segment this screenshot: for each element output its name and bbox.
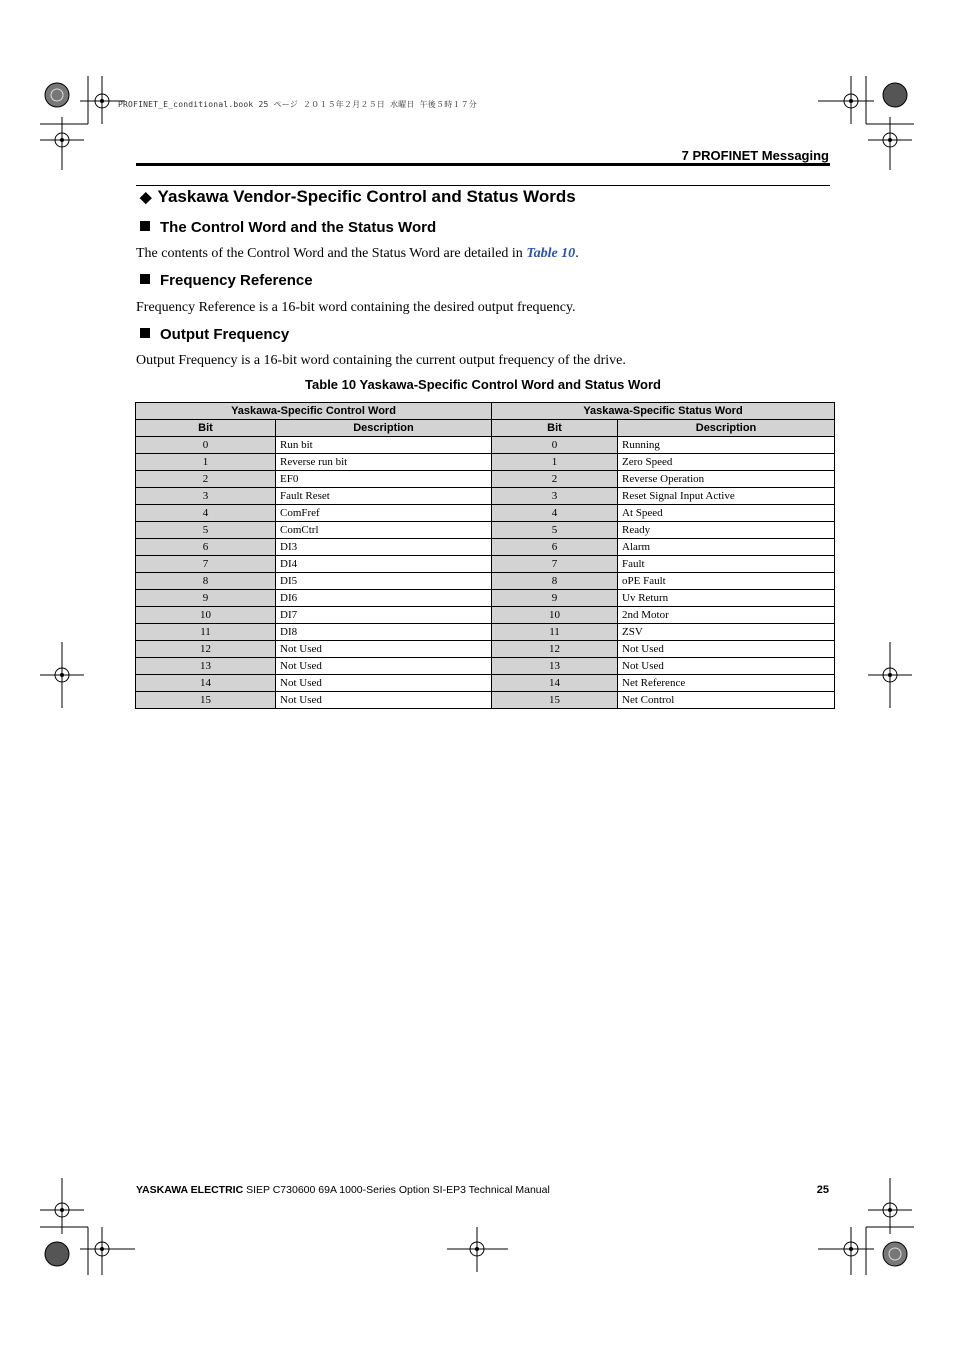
table-caption: Table 10 Yaskawa-Specific Control Word and Status Word	[305, 377, 661, 392]
control-bit-cell: 11	[136, 624, 276, 641]
status-description-cell: Not Used	[618, 641, 835, 658]
status-bit-cell: 13	[492, 658, 618, 675]
table-row	[136, 454, 835, 471]
table-row	[136, 675, 835, 692]
footer-doc-title: SIEP C730600 69A 1000-Series Option SI-EP3 Technical Manual	[243, 1184, 550, 1196]
status-bit-cell: 0	[492, 437, 618, 454]
control-description-cell: Not Used	[276, 692, 492, 709]
print-info: PROFINET_E_conditional.book 25 ページ ２０１５年２月２５日 水曜日 午後５時１７分	[118, 100, 477, 109]
control-description-cell: DI5	[276, 573, 492, 590]
control-bit-cell: 9	[136, 590, 276, 607]
column-header: Bit	[136, 420, 276, 437]
control-bit-cell: 13	[136, 658, 276, 675]
table-row	[136, 539, 835, 556]
running-head: 7 PROFINET Messaging	[681, 148, 829, 163]
page-number: 25	[816, 1184, 829, 1196]
table-row	[136, 607, 835, 624]
table-10-link[interactable]: Table 10	[526, 246, 576, 261]
control-description-cell: DI7	[276, 607, 492, 624]
status-bit-cell: 7	[492, 556, 618, 573]
status-description-cell: Running	[618, 437, 835, 454]
control-description-cell: ComFref	[276, 505, 492, 522]
section-title: ◆ Yaskawa Vendor-Specific Control and Status Words	[140, 187, 576, 206]
status-description-cell: oPE Fault	[618, 573, 835, 590]
control-bit-cell: 7	[136, 556, 276, 573]
status-bit-cell: 12	[492, 641, 618, 658]
table-row	[136, 692, 835, 709]
status-description-cell: Reverse Operation	[618, 471, 835, 488]
status-bit-cell: 4	[492, 505, 618, 522]
status-bit-cell: 1	[492, 454, 618, 471]
status-bit-cell: 9	[492, 590, 618, 607]
table-row	[136, 556, 835, 573]
status-bit-cell: 5	[492, 522, 618, 539]
status-bit-cell: 2	[492, 471, 618, 488]
control-description-cell: Fault Reset	[276, 488, 492, 505]
control-bit-cell: 2	[136, 471, 276, 488]
column-header: Description	[618, 420, 835, 437]
status-bit-cell: 15	[492, 692, 618, 709]
status-description-cell: Uv Return	[618, 590, 835, 607]
table-row	[136, 573, 835, 590]
status-description-cell: Reset Signal Input Active	[618, 488, 835, 505]
table-body	[136, 437, 835, 709]
column-header: Bit	[492, 420, 618, 437]
status-description-cell: Zero Speed	[618, 454, 835, 471]
subsection-heading-control-status: The Control Word and the Status Word	[140, 219, 436, 236]
status-bit-cell: 14	[492, 675, 618, 692]
control-bit-cell: 15	[136, 692, 276, 709]
status-bit-cell: 11	[492, 624, 618, 641]
status-description-cell: Net Reference	[618, 675, 835, 692]
control-bit-cell: 1	[136, 454, 276, 471]
status-description-cell: Net Control	[618, 692, 835, 709]
table-row	[136, 641, 835, 658]
control-bit-cell: 5	[136, 522, 276, 539]
control-description-cell: ComCtrl	[276, 522, 492, 539]
square-bullet-icon	[140, 328, 150, 338]
control-description-cell: DI8	[276, 624, 492, 641]
column-header: Description	[276, 420, 492, 437]
control-description-cell: EF0	[276, 471, 492, 488]
table-row	[136, 522, 835, 539]
table-row	[136, 488, 835, 505]
control-description-cell: Not Used	[276, 675, 492, 692]
control-description-cell: DI3	[276, 539, 492, 556]
control-bit-cell: 8	[136, 573, 276, 590]
footer	[136, 1184, 550, 1196]
control-bit-cell: 4	[136, 505, 276, 522]
status-bit-cell: 3	[492, 488, 618, 505]
section-rule	[136, 185, 830, 186]
table-row	[136, 624, 835, 641]
square-bullet-icon	[140, 221, 150, 231]
control-description-cell: Reverse run bit	[276, 454, 492, 471]
status-description-cell: At Speed	[618, 505, 835, 522]
header-rule	[136, 163, 830, 166]
table-row	[136, 590, 835, 607]
table-row	[136, 437, 835, 454]
status-word-group-header: Yaskawa-Specific Status Word	[492, 403, 835, 420]
square-bullet-icon	[140, 274, 150, 284]
control-description-cell: DI6	[276, 590, 492, 607]
control-description-cell: DI4	[276, 556, 492, 573]
table-row	[136, 658, 835, 675]
status-bit-cell: 6	[492, 539, 618, 556]
status-description-cell: Not Used	[618, 658, 835, 675]
control-description-cell: Run bit	[276, 437, 492, 454]
control-description-cell: Not Used	[276, 658, 492, 675]
subsection-heading-output-frequency: Output Frequency	[140, 326, 289, 343]
status-description-cell: Alarm	[618, 539, 835, 556]
diamond-icon: ◆	[140, 189, 152, 206]
subsection-heading-frequency-reference: Frequency Reference	[140, 272, 313, 289]
table-row	[136, 471, 835, 488]
status-bit-cell: 10	[492, 607, 618, 624]
control-bit-cell: 10	[136, 607, 276, 624]
status-bit-cell: 8	[492, 573, 618, 590]
control-bit-cell: 14	[136, 675, 276, 692]
control-bit-cell: 6	[136, 539, 276, 556]
control-word-group-header: Yaskawa-Specific Control Word	[136, 403, 492, 420]
control-bit-cell: 12	[136, 641, 276, 658]
status-description-cell: ZSV	[618, 624, 835, 641]
table-row	[136, 505, 835, 522]
status-description-cell: Fault	[618, 556, 835, 573]
control-bit-cell: 0	[136, 437, 276, 454]
control-status-paragraph: The contents of the Control Word and the Status Word are detailed in Table 10.	[136, 246, 579, 261]
control-description-cell: Not Used	[276, 641, 492, 658]
status-description-cell: Ready	[618, 522, 835, 539]
output-frequency-paragraph: Output Frequency is a 16-bit word containing the current output frequency of the drive.	[136, 353, 626, 368]
control-status-table	[135, 402, 835, 709]
status-description-cell: 2nd Motor	[618, 607, 835, 624]
control-bit-cell: 3	[136, 488, 276, 505]
footer-brand: YASKAWA ELECTRIC	[136, 1184, 244, 1196]
frequency-reference-paragraph: Frequency Reference is a 16-bit word containing the desired output frequency.	[136, 300, 576, 315]
